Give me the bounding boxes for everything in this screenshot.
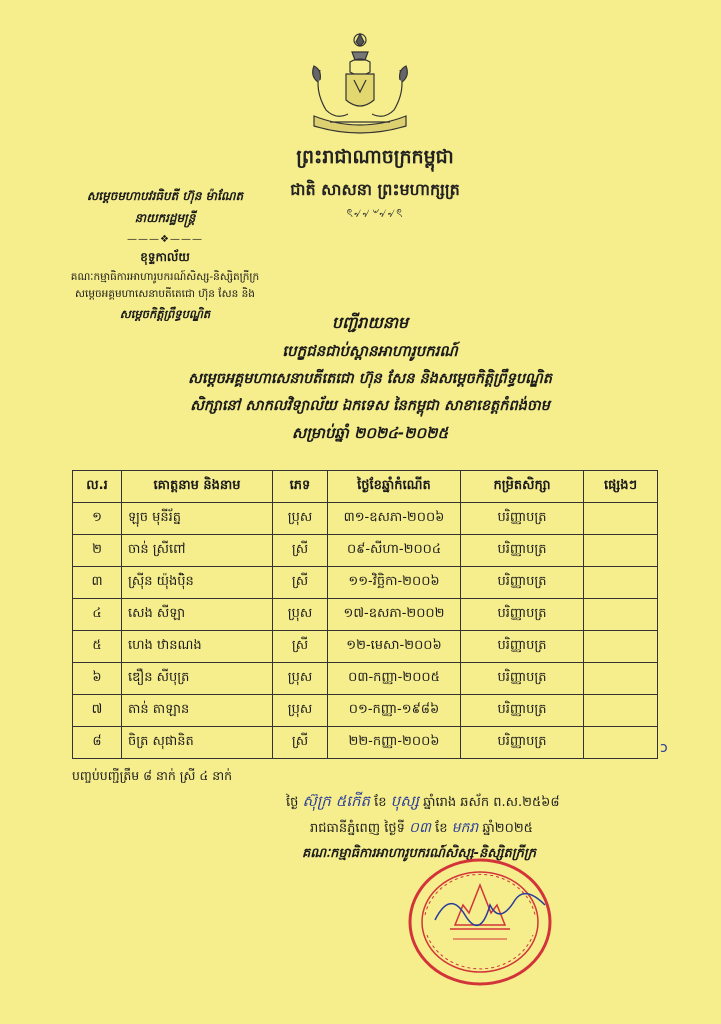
- issuer-line-6: សម្ដេចកិត្តិព្រឹទ្ធបណ្ឌិត: [119, 307, 211, 321]
- cell-level: បរិញ្ញាបត្រ: [461, 599, 584, 631]
- solar-month-handwritten: មករា: [451, 820, 479, 836]
- cell-dob: ១១-វិច្ឆិកា-២០០៦: [328, 567, 461, 599]
- ornament-divider: ৎ৵৵৺৵৵ৎ: [346, 206, 404, 220]
- table-row: [73, 727, 658, 759]
- total-count: បញ្ចប់បញ្ជីត្រឹម ៨ នាក់ ស្រី ៤ នាក់: [72, 768, 233, 783]
- cell-dob: ៣១-ឧសភា-២០០៦: [328, 503, 461, 535]
- cell-name: ឌឿន សីបុត្រ: [122, 663, 273, 695]
- national-motto: ជាតិ សាសនា ព្រះមហាក្សត្រ: [290, 180, 460, 199]
- table-row: [73, 663, 658, 695]
- lunar-date-line: [286, 792, 560, 814]
- cell-name: សេង សីឡា: [122, 599, 273, 631]
- title-line-4: សិក្សានៅ សាកលវិទ្យាល័យ ឯកទេស នៃកម្ពុជា សាខាខេត្តកំពង់ចាម: [190, 398, 550, 414]
- cell-name: ស្រ៊ីន យ៉ុងប៉ុិន: [122, 567, 273, 599]
- cell-sex: ស្រី: [273, 535, 328, 567]
- cell-sex: ស្រី: [273, 631, 328, 663]
- cell-other: [584, 663, 658, 695]
- lunar-month-handwritten: បុស្ស: [390, 792, 419, 810]
- royal-coat-of-arms-icon: [300, 30, 420, 140]
- table-row: [73, 535, 658, 567]
- solar-date-line: [310, 818, 533, 839]
- solar-prefix: រាជធានីភ្នំពេញ ថ្ងៃទី: [310, 821, 405, 836]
- cell-no: ៨: [73, 727, 122, 759]
- issuer-divider: ———❖———: [127, 234, 203, 245]
- cell-dob: ០៩-សីហា-២០០៤: [328, 535, 461, 567]
- cell-no: ៥: [73, 631, 122, 663]
- issuer-line-2: នាយករដ្ឋមន្ត្រី: [134, 211, 196, 225]
- solar-day-handwritten: ០៣: [409, 820, 431, 836]
- cell-no: ២: [73, 535, 122, 567]
- cell-dob: ១៧-ឧសភា-២០០២: [328, 599, 461, 631]
- cell-name: តាន់ តាឡាន: [122, 695, 273, 727]
- cell-level: បរិញ្ញាបត្រ: [461, 503, 584, 535]
- cell-level: បរិញ្ញាបត្រ: [461, 695, 584, 727]
- cell-sex: ស្រី: [273, 727, 328, 759]
- header-dob: ថ្ងៃខែឆ្នាំកំណើត: [328, 471, 461, 503]
- kingdom-header: [250, 145, 500, 225]
- cell-sex: ប្រុស: [273, 695, 328, 727]
- header-level: កម្រិតសិក្សា: [461, 471, 584, 503]
- title-line-1: បញ្ជីរាយនាម: [331, 313, 409, 332]
- table-row: [73, 567, 658, 599]
- header-name: គោត្តនាម និងនាម: [122, 471, 273, 503]
- cell-level: បរិញ្ញាបត្រ: [461, 631, 584, 663]
- cell-name: ចិត្រ សុផានិត: [122, 727, 273, 759]
- cell-no: ១: [73, 503, 122, 535]
- cell-level: បរិញ្ញាបត្រ: [461, 663, 584, 695]
- cell-no: ៣: [73, 567, 122, 599]
- lunar-prefix: ថ្ងៃ: [286, 795, 299, 810]
- solar-month-label: ខែ: [435, 821, 448, 836]
- lunar-suffix: ឆ្នាំរោង ឆស័ក ព.ស.២៥៦៨: [423, 795, 560, 810]
- cell-sex: ប្រុស: [273, 663, 328, 695]
- cell-sex: ប្រុស: [273, 503, 328, 535]
- cell-dob: ០៣-កញ្ញា-២០០៥: [328, 663, 461, 695]
- cell-name: ចាន់ ស្រីពៅ: [122, 535, 273, 567]
- document-title: [90, 312, 650, 446]
- issuer-line-1: សម្ដេចមហាបវរធិបតី ហ៊ុន ម៉ាណែត: [86, 189, 244, 203]
- issuer-line-5: សម្ដេចអគ្គមហាសេនាបតីតេជោ ហ៊ុន សែន និង: [75, 288, 255, 300]
- solar-suffix: ឆ្នាំ២០២៥: [482, 821, 533, 836]
- title-line-2: បេក្ខជនជាប់ស្ពានអាហារូបករណ៍: [282, 342, 458, 360]
- cell-sex: ស្រី: [273, 567, 328, 599]
- candidate-table: [72, 470, 658, 759]
- cell-level: បរិញ្ញាបត្រ: [461, 535, 584, 567]
- cell-other: [584, 631, 658, 663]
- issuer-block: [50, 188, 280, 324]
- cell-no: ៦: [73, 663, 122, 695]
- title-line-5: សម្រាប់ឆ្នាំ ២០២៤-២០២៥: [291, 424, 449, 442]
- cell-dob: ២២-កញ្ញា-២០០៦: [328, 727, 461, 759]
- signature-icon: [430, 880, 550, 940]
- issuer-line-3: ខុទ្ទកាល័យ: [140, 250, 190, 264]
- cell-other: [584, 727, 658, 759]
- table-row: [73, 503, 658, 535]
- kingdom-title: ព្រះរាជាណាចក្រកម្ពុជា: [296, 146, 454, 168]
- cell-other: [584, 695, 658, 727]
- lunar-day-handwritten: ស៊ុក្រ ៥កើត: [302, 792, 370, 810]
- cell-dob: ០១-កញ្ញា-១៩៨៦: [328, 695, 461, 727]
- table-row: [73, 631, 658, 663]
- cell-no: ៤: [73, 599, 122, 631]
- cell-name: ហេង ឋានណង: [122, 631, 273, 663]
- cell-level: បរិញ្ញាបត្រ: [461, 567, 584, 599]
- cell-name: ឡុច មុនីរ័ត្ន: [122, 503, 273, 535]
- cell-no: ៧: [73, 695, 122, 727]
- cell-other: [584, 503, 658, 535]
- issuer-line-4: គណៈកម្មាធិការអាហារូបករណ៍សិស្ស-និស្សិតក្រីក្រ: [70, 271, 260, 283]
- title-line-3: សម្ដេចអគ្គមហាសេនាបតីតេជោ ហ៊ុន សែន និងសម្ដេចកិត្តិព្រឹទ្ធបណ្ឌិត: [188, 371, 552, 387]
- cell-dob: ១២-មេសា-២០០៦: [328, 631, 461, 663]
- table-header-row: [73, 471, 658, 503]
- cell-other: [584, 599, 658, 631]
- header-no: ល.រ: [73, 471, 122, 503]
- cell-level: បរិញ្ញាបត្រ: [461, 727, 584, 759]
- cell-other: [584, 567, 658, 599]
- cell-other: [584, 535, 658, 567]
- table-row: [73, 695, 658, 727]
- lunar-month-label: ខែ: [374, 795, 387, 810]
- header-other: ផ្សេងៗ: [584, 471, 658, 503]
- header-sex: ភេទ: [273, 471, 328, 503]
- table-row: [73, 599, 658, 631]
- cell-sex: ប្រុស: [273, 599, 328, 631]
- handwritten-tick-mark: ɔ: [660, 740, 668, 756]
- signer-title: គណៈកម្មាធិការអាហារូបករណ៍សិស្ស-និស្សិតក្រីក្រ: [302, 846, 537, 861]
